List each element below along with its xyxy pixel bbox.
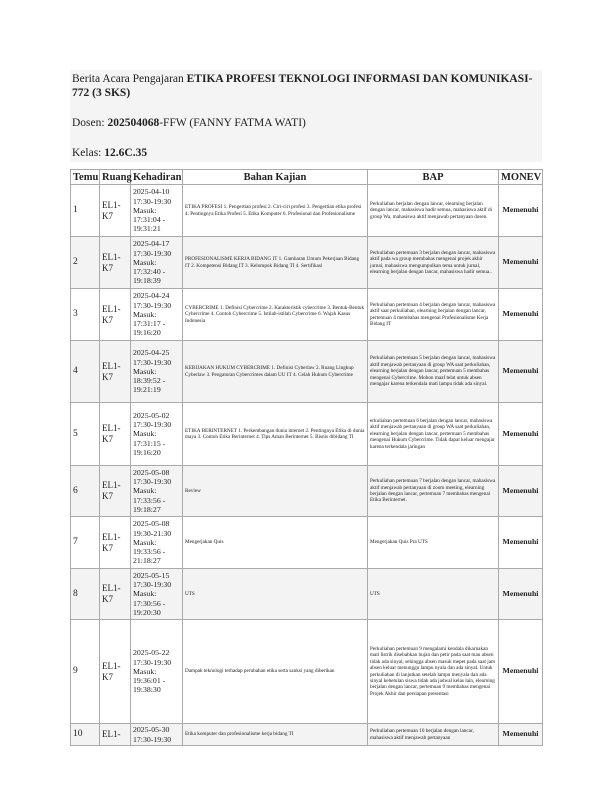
cell-bap: UTS [368, 569, 499, 620]
cell-ruang: EL1-K7 [100, 237, 131, 289]
cell-bahan-kajian: Etika komputer dan profesionalisme kerja bidang TI [183, 724, 368, 746]
table-row [71, 341, 543, 403]
cell-ruang: EL1-K7 [100, 403, 131, 466]
cell-kehadiran [131, 724, 183, 746]
cell-kehadiran [131, 237, 183, 289]
col-monev: MONEV [499, 170, 543, 185]
session-time: 17:30-19:30 [133, 477, 172, 487]
table-row [71, 466, 543, 517]
col-bap: BAP [368, 170, 499, 185]
session-time: 17:30-19:30 [133, 657, 172, 667]
session-date: 2025-05-22 [133, 648, 170, 658]
table-row [71, 237, 543, 289]
cell-temu: 6 [71, 466, 100, 517]
table-row [71, 185, 543, 237]
col-kehadiran: Kehadiran [131, 170, 183, 185]
cell-temu: 2 [71, 237, 100, 289]
cell-monev: Memenuhi [499, 569, 543, 620]
cell-ruang: EL1-K7 [100, 569, 131, 620]
cell-bap: Perkuliahan pertemuan 9 mengalami kendala dikarnakan mati listrik disebabkan hujan dan petir pada saat mau absen tidak ada sinyal, sehingga absen masuk mepet pada saat jam absen keluar menunggu lampu nyala dan ada sinyal. Untuk perkuliahan di lanjutkan setelah lampu menyala dan ada sinyal kebetulan siswa tidak ada jadwal kelas lain, elearning berjalan dengan lancar, pertemuan 9 membahas mengenai Projek Akhir dan persiapan presentasi [368, 620, 499, 724]
cell-kehadiran [131, 289, 183, 341]
cell-ruang: EL1-K7 [100, 185, 131, 237]
session-time: 17:30-19:30 [133, 196, 172, 206]
session-date: 2025-04-17 [133, 239, 170, 249]
cell-monev: Memenuhi [499, 341, 543, 403]
cell-monev: Memenuhi [499, 724, 543, 746]
cell-monev: Memenuhi [499, 185, 543, 237]
cell-kehadiran [131, 341, 183, 403]
masuk-time: 17:30:56 - 19:20:30 [133, 598, 166, 617]
session-date: 2025-05-08 [133, 467, 170, 477]
lecturer-line: Dosen: 202504068-FFW (FANNY FATMA WATI) [72, 117, 306, 129]
cell-temu: 9 [71, 620, 100, 724]
masuk-label: Masuk: [133, 309, 157, 319]
cell-bap: Perkuliahan pertemuan 4 berjalan dengan lancar, mahasiswa aktif saat perkuliahan, elearning berjalan dengan lancar, pertemuan 4 membahas mengenai Profesionalisme Kerja Bidang IT [368, 289, 499, 341]
cell-ruang: EL1- [100, 724, 131, 746]
cell-kehadiran [131, 403, 183, 466]
cell-ruang: EL1-K7 [100, 341, 131, 403]
masuk-time: 17:33:56 - 19:18:27 [133, 495, 166, 514]
cell-bahan-kajian: KEBIJAKAN HUKUM CYBERCRIME 1. Definisi Cyberlaw 2. Ruang Lingkup Cyberlaw 3. Pengaturan Cybercrimes dalam UU IT 4. Celah Hukum Cybercrime [183, 341, 368, 403]
session-date: 2025-04-10 [133, 187, 170, 197]
cell-kehadiran [131, 620, 183, 724]
session-date: 2025-05-02 [133, 410, 170, 420]
masuk-label: Masuk: [133, 366, 157, 376]
col-ruang: Ruang [100, 170, 131, 185]
cell-kehadiran [131, 517, 183, 569]
attendance-table [70, 169, 543, 746]
masuk-time: 17:31:17 - 19:16:20 [133, 319, 166, 338]
table-row [71, 724, 543, 746]
masuk-label: Masuk: [133, 257, 157, 267]
cell-bahan-kajian: CYBERCRIME 1. Definisi Cybercrime 2. Karakteristik cybercrime 3. Bentuk-Bentuk Cybercrime 4. Contoh Cybercrime 5. Istilah-istilah Cybercrime 6. Wajah Kasus Indonesia [183, 289, 368, 341]
class-line: Kelas: 12.6C.35 [72, 147, 148, 159]
cell-kehadiran [131, 466, 183, 517]
cell-bahan-kajian: ETIKA BERINTERNET 1. Perkembangan dunia internet 2. Pentingnya Etika di dunia maya 3. Contoh Etika Berinternet 4. Tips Aman Berinternet 5. Bisnis dibidang TI [183, 403, 368, 466]
cell-ruang: EL1-K7 [100, 620, 131, 724]
masuk-label: Masuk: [133, 589, 157, 599]
cell-bahan-kajian: Review [183, 466, 368, 517]
class-code: 12.6C.35 [104, 147, 148, 159]
cell-monev: Memenuhi [499, 289, 543, 341]
masuk-time: 19:33:56 - 21:18:27 [133, 547, 166, 566]
cell-bap: Perkuliahan berjalan dengan lancar, elearning berjalan dengan lancar, mahasiswa hadir semua, mahasiswa aktif di group Wa, mahasiswa aktif menjawab pertanyaan dosen. [368, 185, 499, 237]
session-date: 2025-05-15 [133, 570, 170, 580]
cell-monev: Memenuhi [499, 620, 543, 724]
masuk-time: 19:36:01 - 19:38:30 [133, 676, 166, 695]
session-time: 17:30-19:30 [133, 580, 172, 590]
cell-temu: 4 [71, 341, 100, 403]
cell-bahan-kajian: UTS [183, 569, 368, 620]
table-row [71, 620, 543, 724]
report-title: Berita Acara Pengajaran ETIKA PROFESI TEKNOLOGI INFORMASI DAN KOMUNIKASI-772 (3 SKS) [72, 73, 533, 99]
session-time: 17:30-19:30 [133, 420, 172, 430]
masuk-time: 17:31:15 - 19:16:20 [133, 438, 166, 457]
cell-ruang: EL1-K7 [100, 466, 131, 517]
cell-bap: Perkuliahan pertemuan 7 berjalan dengan lancar, mahasiswa aktif menjawab pertanyaan di zoom meeting, elearning berjalan dengan lancar, pertemuan 7 membahas mengenai Etika Berinternet. [368, 466, 499, 517]
cell-temu: 1 [71, 185, 100, 237]
table-row [71, 403, 543, 466]
session-time: 17:30-19:30 [133, 248, 172, 258]
lecturer-name: -FFW (FANNY FATMA WATI) [159, 117, 306, 129]
masuk-label: Masuk: [133, 537, 157, 547]
session-date: 2025-04-24 [133, 291, 170, 301]
cell-temu: 5 [71, 403, 100, 466]
cell-bap: Mengerjakan Quis Pra UTS [368, 517, 499, 569]
col-bahan-kajian: Bahan Kajian [183, 170, 368, 185]
masuk-label: Masuk: [133, 429, 157, 439]
cell-bahan-kajian: Dampak teknologi terhadap perubahan etika serta sanksi yang diberikan [183, 620, 368, 724]
masuk-time: 17:32:40 - 19:18:39 [133, 267, 166, 286]
session-date: 2025-04-25 [133, 348, 170, 358]
cell-ruang: EL1-K7 [100, 517, 131, 569]
masuk-label: Masuk: [133, 486, 157, 496]
cell-temu: 7 [71, 517, 100, 569]
cell-bahan-kajian: PROFESIONALISME KERJA BIDANG IT 1. Gambaran Umum Pekerjaan Bidang IT 2. Kompetensi Bidang IT 3. Kelompok Bidang TI 4. Sertifikasi [183, 237, 368, 289]
table-row [71, 517, 543, 569]
table-row [71, 569, 543, 620]
masuk-label: Masuk: [133, 666, 157, 676]
cell-monev: Memenuhi [499, 403, 543, 466]
session-date: 2025-05-30 [133, 725, 170, 735]
cell-monev: Memenuhi [499, 237, 543, 289]
masuk-time: 18:39:52 - 19:21:19 [133, 376, 166, 395]
cell-kehadiran [131, 185, 183, 237]
report-header [70, 70, 542, 162]
cell-bap: Perkuliahan pertemuan 3 berjalan dengan lancar, mahasiswa aktif pada wa group membahas mengenai projek akhir jurnal, mahasiswa mengumpulkan tema untuk jurnal, elearning berjalan dengan lancar, mahasiswa hadir semua.. [368, 237, 499, 289]
masuk-time: 17:31:04 - 19:31:21 [133, 215, 166, 234]
col-temu: Temu [71, 170, 100, 185]
session-time: 17:30-19:30 [133, 300, 172, 310]
lecturer-id: 202504068 [107, 117, 160, 129]
cell-kehadiran [131, 569, 183, 620]
cell-bap: Perkuliahan pertemuan 5 berjalan dengan lancar, mahasiswa aktif menjawab pertanyaan di group WA saat perkuliahan, elearning berjalan dengan lancar, pertemuan 5 membahas mengenai Cybercrime. Mohon maaf telat untuk absen mengajar karena terkendala mati lampu tidak ada sinyal. [368, 341, 499, 403]
cell-bap: Perkuliahan pertemuan 10 berjalan dengan lancar, mahasiswa aktif menjawab pertanyaan [368, 724, 499, 746]
cell-temu: 3 [71, 289, 100, 341]
cell-bahan-kajian: Mengerjakan Quis [183, 517, 368, 569]
cell-bap: erkuliahan pertemuan 6 berjalan dengan lancar, mahasiswa aktif menjawab pertanyaan di group WA saat perkuliahan, elearning berjalan dengan lancar, pertemuan 5 membahas mengenai Hukum Cybercrime. Tidak dapat keluar mengajar karena terkendala jaringan [368, 403, 499, 466]
session-time: 19:30-21:30 [133, 528, 172, 538]
session-date: 2025-05-08 [133, 519, 170, 529]
session-time: 17:30-19:30 [133, 357, 172, 367]
session-time: 17:30-19:30 [133, 734, 172, 744]
cell-monev: Memenuhi [499, 517, 543, 569]
masuk-label: Masuk: [133, 205, 157, 215]
cell-ruang: EL1-K7 [100, 289, 131, 341]
course-name: ETIKA PROFESI TEKNOLOGI INFORMASI DAN KOMUNIKASI-772 (3 SKS) [72, 73, 533, 99]
table-header-row [71, 170, 543, 185]
cell-temu: 8 [71, 569, 100, 620]
cell-bahan-kajian: ETIKA PROFESI 1. Pengertian profesi 2. Ciri-ciri profesi 3. Pengertian etika profesi 4. Pentingnya Etika Profesi 5. Etika Komputer 6. Profesional dan Profesionalisme [183, 185, 368, 237]
cell-temu: 10 [71, 724, 100, 746]
cell-monev: Memenuhi [499, 466, 543, 517]
table-row [71, 289, 543, 341]
